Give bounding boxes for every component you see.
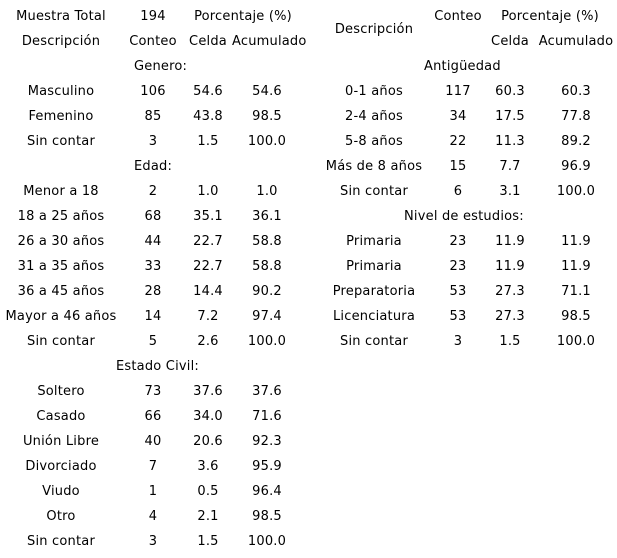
description-cell: Sin contar	[27, 134, 95, 149]
table-row	[0, 254, 302, 279]
header-cell: 194	[140, 9, 166, 24]
cell-percent-cell: 3.1	[499, 184, 521, 199]
header-cell: Conteo	[129, 34, 177, 49]
count-cell: 68	[144, 209, 162, 224]
cumulative-cell: 100.0	[247, 534, 287, 549]
cumulative-cell: 37.6	[252, 384, 282, 399]
table-row	[316, 179, 616, 204]
description-cell: 31 a 35 años	[17, 259, 105, 274]
section-title-row	[0, 154, 302, 179]
description-cell: Preparatoria	[332, 284, 416, 299]
table-row	[0, 304, 302, 329]
description-cell: 26 a 30 años	[17, 234, 105, 249]
table-row	[0, 379, 302, 404]
description-cell: Viudo	[42, 484, 80, 499]
cell-percent-cell: 22.7	[193, 234, 223, 249]
count-cell: 2	[148, 184, 158, 199]
cumulative-cell: 100.0	[247, 334, 287, 349]
table-row	[0, 329, 302, 354]
description-cell: Casado	[36, 409, 86, 424]
cell-percent-cell: 1.0	[197, 184, 219, 199]
header-cell: Celda	[491, 34, 529, 49]
count-cell: 14	[144, 309, 162, 324]
header-cell: Celda	[189, 34, 227, 49]
cumulative-cell: 58.8	[252, 259, 282, 274]
cumulative-cell: 98.5	[252, 109, 282, 124]
table-row	[0, 79, 302, 104]
cell-percent-cell: 22.7	[193, 259, 223, 274]
description-cell: Sin contar	[27, 334, 95, 349]
table-row	[0, 429, 302, 454]
table-row	[316, 279, 616, 304]
header-cell: Acumulado	[538, 34, 614, 49]
table-row	[316, 79, 616, 104]
table-row	[0, 529, 302, 554]
cumulative-cell: 95.9	[252, 459, 282, 474]
cell-percent-cell: 35.1	[193, 209, 223, 224]
description-cell: Sin contar	[340, 334, 408, 349]
description-cell: Sin contar	[340, 184, 408, 199]
header-cell	[432, 29, 484, 54]
cell-percent-cell: 7.2	[197, 309, 219, 324]
count-cell: 66	[144, 409, 162, 424]
cumulative-cell: 96.4	[252, 484, 282, 499]
section-title: Estado Civil:	[116, 359, 199, 374]
table-row	[316, 329, 616, 354]
description-cell: Sin contar	[27, 534, 95, 549]
count-cell: 3	[148, 534, 158, 549]
table-row	[0, 129, 302, 154]
right-header-row-1	[316, 4, 616, 29]
cumulative-cell: 97.4	[252, 309, 282, 324]
header-cell: Descripción	[21, 34, 101, 49]
count-cell: 28	[144, 284, 162, 299]
description-cell: 36 a 45 años	[17, 284, 105, 299]
description-cell: Licenciatura	[332, 309, 415, 324]
description-cell: Menor a 18	[23, 184, 99, 199]
cell-percent-cell: 34.0	[193, 409, 223, 424]
count-cell: 1	[148, 484, 158, 499]
count-cell: 3	[453, 334, 463, 349]
cell-percent-cell: 11.3	[495, 134, 525, 149]
cumulative-cell: 92.3	[252, 434, 282, 449]
cell-percent-cell: 14.4	[193, 284, 223, 299]
cumulative-cell: 60.3	[561, 84, 591, 99]
table-row	[0, 179, 302, 204]
description-cell: 18 a 25 años	[17, 209, 105, 224]
count-cell: 4	[148, 509, 158, 524]
header-cell: Conteo	[434, 9, 482, 24]
cumulative-cell: 100.0	[556, 334, 596, 349]
cumulative-cell: 96.9	[561, 159, 591, 174]
cell-percent-cell: 27.3	[495, 309, 525, 324]
count-cell: 6	[453, 184, 463, 199]
table-row	[0, 404, 302, 429]
table-row	[316, 304, 616, 329]
table-row	[316, 154, 616, 179]
count-cell: 53	[449, 309, 467, 324]
count-cell: 15	[449, 159, 467, 174]
description-cell: 5-8 años	[345, 134, 403, 149]
right-demographics-table	[316, 4, 616, 354]
count-cell: 23	[449, 259, 467, 274]
cell-percent-cell: 1.5	[499, 334, 521, 349]
cumulative-cell: 98.5	[561, 309, 591, 324]
count-cell: 73	[144, 384, 162, 399]
cumulative-cell: 98.5	[252, 509, 282, 524]
cell-percent-cell: 11.9	[495, 259, 525, 274]
header-cell: Descripción	[334, 21, 414, 37]
description-cell: Unión Libre	[22, 434, 100, 449]
left-table-body	[0, 4, 307, 554]
cumulative-cell: 100.0	[556, 184, 596, 199]
description-cell: Mayor a 46 años	[5, 309, 117, 324]
table-row	[0, 504, 302, 529]
cell-percent-cell: 27.3	[495, 284, 525, 299]
cumulative-cell: 71.1	[561, 284, 591, 299]
cumulative-cell: 36.1	[252, 209, 282, 224]
description-cell: Soltero	[37, 384, 85, 399]
description-cell: 2-4 años	[345, 109, 403, 124]
left-header-row-2	[0, 29, 302, 54]
cell-percent-cell: 1.5	[197, 534, 219, 549]
count-cell: 85	[144, 109, 162, 124]
count-cell: 22	[449, 134, 467, 149]
table-row	[0, 454, 302, 479]
table-row	[0, 104, 302, 129]
right-table-body	[316, 4, 616, 354]
cell-percent-cell: 7.7	[499, 159, 521, 174]
count-cell: 5	[148, 334, 158, 349]
count-cell: 34	[449, 109, 467, 124]
cell-percent-cell: 3.6	[197, 459, 219, 474]
left-demographics-table	[0, 4, 307, 554]
section-title-row	[316, 204, 616, 229]
cell-percent-cell: 2.6	[197, 334, 219, 349]
cell-percent-cell: 37.6	[193, 384, 223, 399]
count-cell: 106	[140, 84, 166, 99]
table-row	[316, 229, 616, 254]
cell-percent-cell: 43.8	[193, 109, 223, 124]
cell-percent-cell: 2.1	[197, 509, 219, 524]
cumulative-cell: 89.2	[561, 134, 591, 149]
description-cell: Primaria	[346, 234, 402, 249]
count-cell: 117	[445, 84, 471, 99]
count-cell: 3	[148, 134, 158, 149]
cell-percent-cell: 20.6	[193, 434, 223, 449]
section-title: Edad:	[134, 159, 173, 174]
header-cell: Acumulado	[232, 34, 307, 49]
description-cell: Divorciado	[25, 459, 97, 474]
cumulative-cell: 11.9	[561, 234, 591, 249]
table-row	[316, 254, 616, 279]
cumulative-cell: 58.8	[252, 234, 282, 249]
header-cell: Muestra Total	[16, 9, 106, 24]
section-title: Genero:	[134, 59, 188, 74]
description-cell: Masculino	[27, 84, 95, 99]
header-cell: Porcentaje (%)	[501, 9, 599, 24]
section-title: Antigüedad	[424, 59, 501, 74]
cumulative-cell: 11.9	[561, 259, 591, 274]
table-row	[316, 104, 616, 129]
cumulative-cell: 1.0	[256, 184, 278, 199]
table-row	[0, 204, 302, 229]
section-title: Nivel de estudios:	[404, 209, 524, 224]
cumulative-cell: 77.8	[561, 109, 591, 124]
cell-percent-cell: 1.5	[197, 134, 219, 149]
description-cell: 0-1 años	[345, 84, 403, 99]
description-cell: Femenino	[28, 109, 94, 124]
section-title-row	[0, 354, 302, 379]
header-cell: Porcentaje (%)	[194, 9, 292, 24]
cell-percent-cell: 11.9	[495, 234, 525, 249]
cumulative-cell: 100.0	[247, 134, 287, 149]
cell-percent-cell: 17.5	[495, 109, 525, 124]
count-cell: 40	[144, 434, 162, 449]
cumulative-cell: 90.2	[252, 284, 282, 299]
left-header-row-1	[0, 4, 302, 29]
description-cell: Otro	[46, 509, 76, 524]
count-cell: 23	[449, 234, 467, 249]
cell-percent-cell: 60.3	[495, 84, 525, 99]
table-row	[0, 479, 302, 504]
description-cell: Más de 8 años	[325, 159, 423, 174]
table-row	[0, 229, 302, 254]
cumulative-cell: 71.6	[252, 409, 282, 424]
table-row	[0, 279, 302, 304]
section-title-row	[0, 54, 302, 79]
count-cell: 33	[144, 259, 162, 274]
cumulative-cell: 54.6	[252, 84, 282, 99]
section-title-row	[316, 54, 616, 79]
count-cell: 7	[148, 459, 158, 474]
description-cell: Primaria	[346, 259, 402, 274]
count-cell: 53	[449, 284, 467, 299]
cell-percent-cell: 0.5	[197, 484, 219, 499]
count-cell: 44	[144, 234, 162, 249]
cell-percent-cell: 54.6	[193, 84, 223, 99]
table-row	[316, 129, 616, 154]
